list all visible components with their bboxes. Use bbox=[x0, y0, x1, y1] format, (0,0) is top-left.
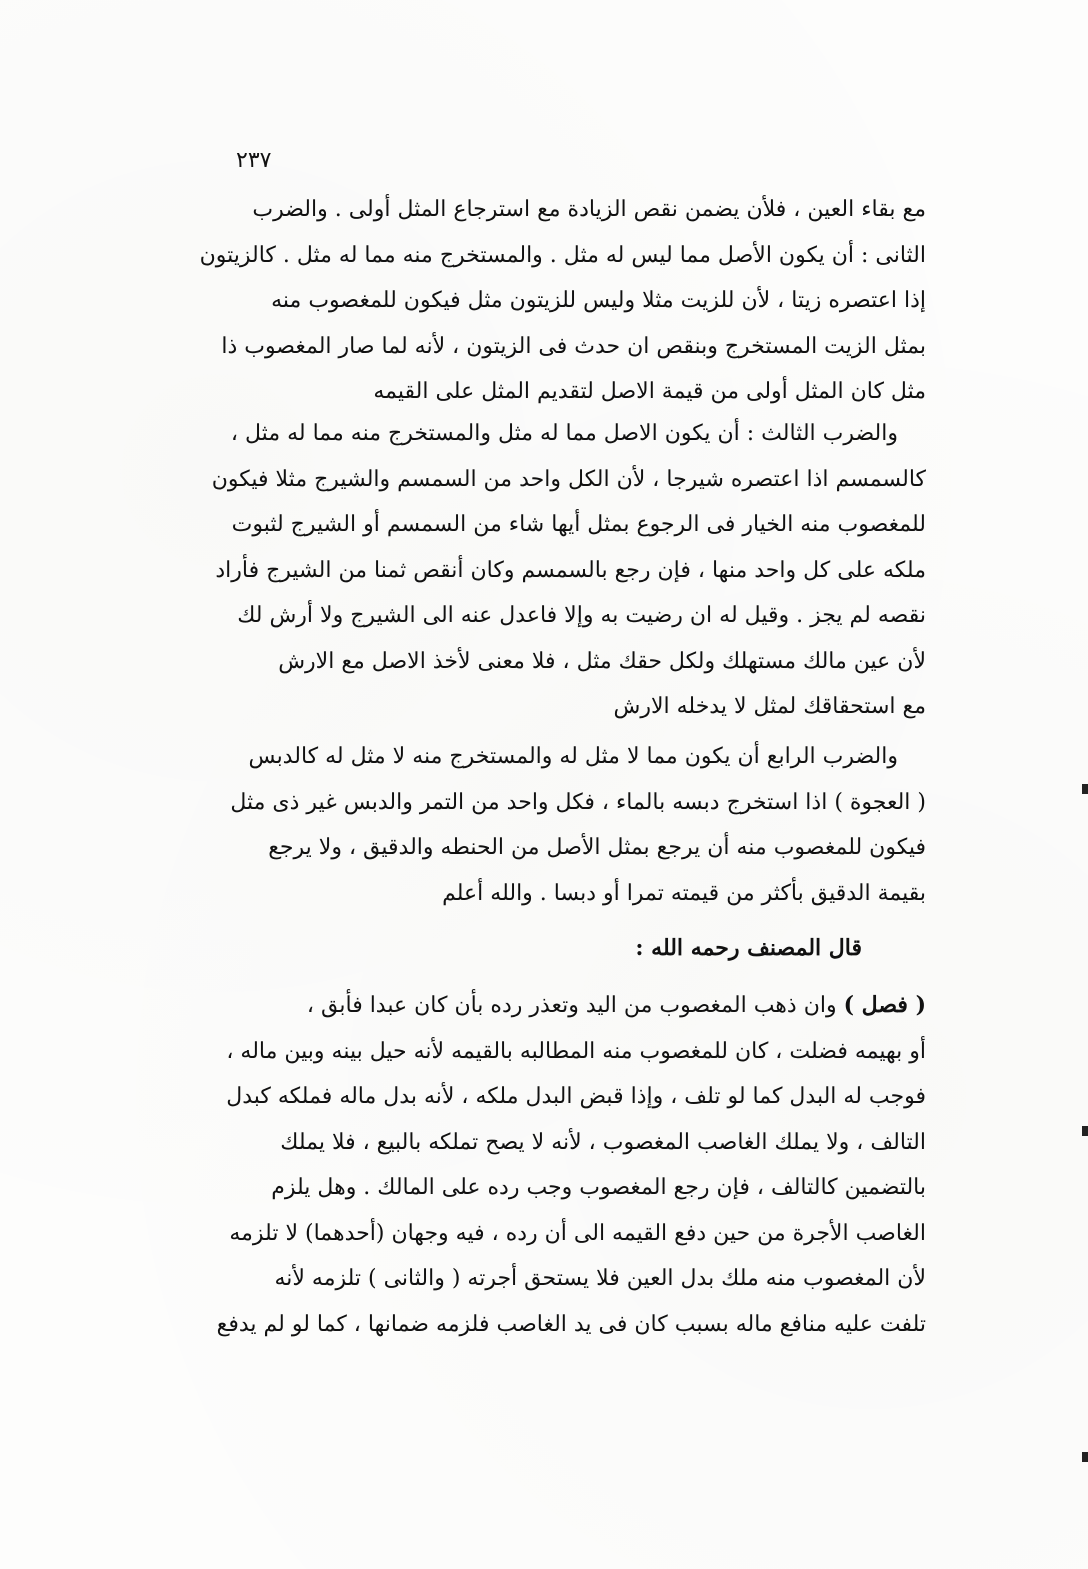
text-span: وان ذهب المغصوب من اليد وتعذر رده بأن كان عبدا فأبق ، bbox=[306, 993, 837, 1018]
paragraph-4 bbox=[198, 983, 926, 1347]
text-line: بقيمة الدقيق بأكثر من قيمته تمرا أو دبسا . والله أعلم bbox=[442, 880, 926, 906]
text-line: لأن عين مالك مستهلك ولكل حقك مثل ، فلا معنى لأخذ الاصل مع الارش bbox=[278, 648, 926, 674]
text-line: مع استحقاقك لمثل لا يدخله الارش bbox=[613, 694, 926, 719]
text-line: الثانى : أن يكون الأصل مما ليس له مثل . والمستخرج منه مما له مثل . كالزيتون bbox=[199, 242, 926, 268]
text-line: نقصه لم يجز . وقيل له ان رضيت به وإلا فاعدل عنه الى الشيرج ولا أرش لك bbox=[237, 603, 926, 628]
text-line: كالسمسم اذا اعتصره شيرجا ، لأن الكل واحد من السمسم والشيرج مثلا فيكون bbox=[211, 466, 926, 492]
scan-edge-mark bbox=[1082, 1126, 1088, 1136]
section-heading: قال المصنف رحمه الله : bbox=[635, 935, 862, 961]
page-number: ٢٣٧ bbox=[236, 148, 272, 173]
text-line: بمثل الزيت المستخرج وبنقص ان حدث فى الزيتون ، لأنه لما صار المغصوب ذا bbox=[221, 333, 926, 359]
scan-edge-mark bbox=[1082, 784, 1088, 794]
paragraph-1 bbox=[198, 187, 926, 415]
text-line: والضرب الثالث : أن يكون الاصل مما له مثل والمستخرج منه مما له مثل ، bbox=[230, 421, 898, 446]
text-line: إذا اعتصره زيتا ، لأن للزيت مثلا وليس للزيتون مثل فيكون للمغصوب منه bbox=[271, 288, 926, 313]
text-line: فيكون للمغصوب منه أن يرجع بمثل الأصل من الحنطه والدقيق ، ولا يرجع bbox=[268, 835, 926, 860]
text-line: ( العجوة ) اذا استخرج دبسه بالماء ، فكل واحد من التمر والدبس غير ذى مثل bbox=[230, 789, 926, 815]
text-line: تلفت عليه منافع ماله بسبب كان فى يد الغاصب فلزمه ضمانها ، كما لو لم يدفع bbox=[216, 1311, 926, 1337]
text-line: مع بقاء العين ، فلأن يضمن نقص الزيادة مع استرجاع المثل أولى . والضرب bbox=[252, 197, 926, 222]
text-line: لأن المغصوب منه ملك بدل العين فلا يستحق أجرته ( والثانى ) تلزمه لأنه bbox=[274, 1266, 926, 1291]
text-line: التالف ، ولا يملك الغاصب المغصوب ، لأنه لا يصح تملكه بالبيع ، فلا يملك bbox=[280, 1129, 926, 1155]
text-line: والضرب الرابع أن يكون مما لا مثل له والمستخرج منه لا مثل له كالدبس bbox=[248, 744, 898, 769]
text-line: مثل كان المثل أولى من قيمة الاصل لتقديم المثل على القيمه bbox=[373, 379, 926, 404]
text-line: ملكه على كل واحد منها ، فإن رجع بالسمسم وكان أنقص ثمنا من الشيرج فأراد bbox=[215, 557, 926, 583]
paragraph-2 bbox=[198, 411, 926, 730]
text-line: أو بهيمه فضلت ، كان للمغصوب منه المطالبه بالقيمه لأنه حيل بينه وبين ماله ، bbox=[226, 1038, 926, 1064]
scan-edge-mark bbox=[1082, 1452, 1088, 1462]
text-line: بالتضمين كالتالف ، فإن رجع المغصوب وجب رده على المالك . وهل يلزم bbox=[271, 1175, 926, 1200]
text-line: فوجب له البدل كما لو تلف ، وإذا قبض البدل ملكه ، لأنه بدل ماله فملكه كبدل bbox=[226, 1084, 926, 1109]
section-label: ( فصل ) bbox=[843, 992, 926, 1018]
text-line bbox=[198, 983, 926, 1029]
text-line: الغاصب الأجرة من حين دفع القيمه الى أن رده ، فيه وجهان (أحدهما) لا تلزمه bbox=[229, 1220, 926, 1246]
text-line: للمغصوب منه الخيار فى الرجوع بمثل أيها شاء من السمسم أو الشيرج لثبوت bbox=[231, 512, 926, 537]
paragraph-3 bbox=[198, 734, 926, 916]
